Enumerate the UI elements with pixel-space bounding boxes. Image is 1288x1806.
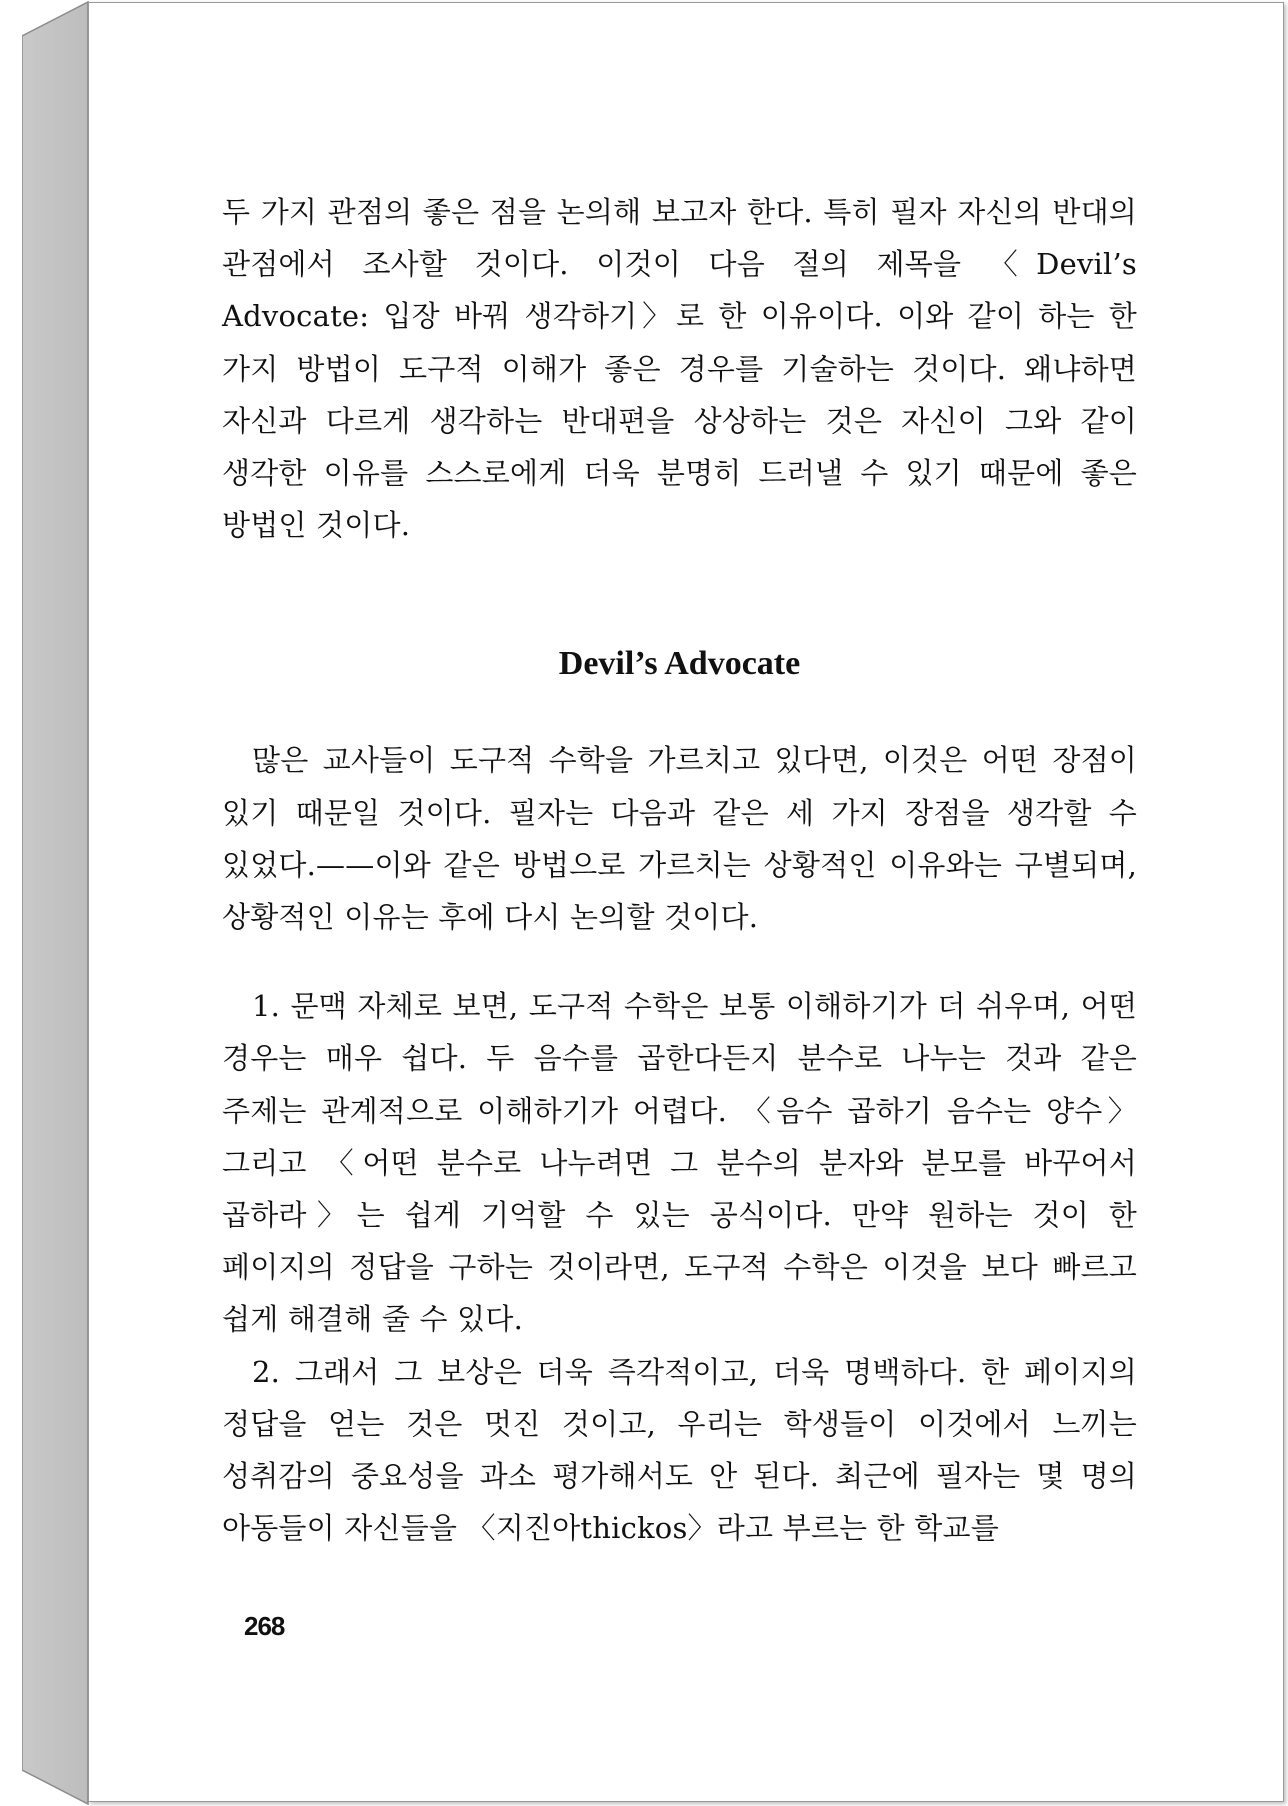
page-content — [222, 186, 1137, 1554]
page-number: 268 — [244, 1611, 285, 1641]
book-spine-shape — [22, 0, 90, 1806]
book-spine — [22, 0, 90, 1806]
book-page — [88, 2, 1284, 1802]
section-paragraph: 많은 교사들이 도구적 수학을 가르치고 있다면, 이것은 어떤 장점이 있기 때문일 것이다. 필자는 다음과 같은 세 가지 장점을 생각할 수 있었다.——이와 같은 방법으로 가르치는 상황적인 이유와는 구별되며, 상황적인 이유는 후에 다시 논의할 것이다. — [222, 743, 1137, 935]
numbered-point-2: 2. 그래서 그 보상은 더욱 즉각적이고, 더욱 명백하다. 한 페이지의 정답을 얻는 것은 멋진 것이고, 우리는 학생들이 이것에서 느끼는 성취감의 중요성을 과소 평가해서도 안 된다. 최근에 필자는 몇 명의 아동들이 자신들을 〈지진아thickos〉라고 부르는 한 학교를 — [222, 1354, 1137, 1546]
section-heading: Devil’s Advocate — [558, 645, 801, 683]
paragraph-spacer — [222, 943, 1137, 980]
numbered-point-1: 1. 문맥 자체로 보면, 도구적 수학은 보통 이해하기가 더 쉬우며, 어떤 경우는 매우 쉽다. 두 음수를 곱한다든지 분수로 나누는 것과 같은 주제는 관계적으로 이해하기가 어렵다. 〈음수 곱하기 음수는 양수〉 그리고 〈어떤 분수로 나누려면 그 분수의 분자와 분모를 바꾸어서 곱하라〉는 쉽게 기억할 수 있는 공식이다. 만약 원하는 것이 한 페이지의 정답을 구하는 것이라면, 도구적 수학은 이것을 보다 빠르고 쉽게 해결해 줄 수 있다. — [222, 989, 1137, 1337]
intro-paragraph: 두 가지 관점의 좋은 점을 논의해 보고자 한다. 특히 필자 자신의 반대의 관점에서 조사할 것이다. 이것이 다음 절의 제목을 〈Devil’s Advocate: 입장 바꿔 생각하기〉로 한 이유이다. 이와 같이 하는 한 가지 방법이 도구적 이해가 좋은 경우를 기술하는 것이다. 왜냐하면 자신과 다르게 생각하는 반대편을 상상하는 것은 자신이 그와 같이 생각한 이유를 스스로에게 더욱 분명히 드러낼 수 있기 때문에 좋은 방법인 것이다. — [222, 195, 1137, 543]
